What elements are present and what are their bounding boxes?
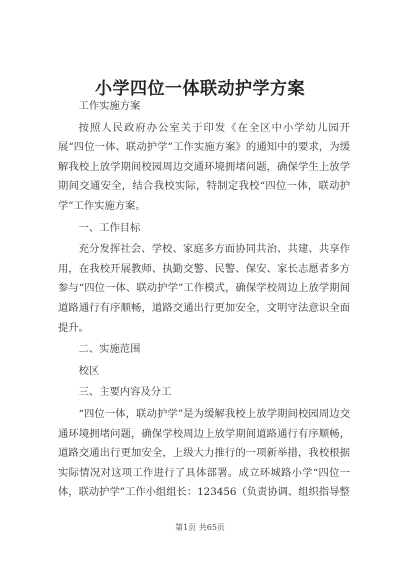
page-indicator: 第1页 共65页 <box>175 523 225 532</box>
paragraph-preamble: 按照人民政府办公室关于印发《在全区中小学幼儿园开展“四位一体、联动护学”工作实施方案》的通知中的要求，为缓解我校上放学期间校园周边交通环境拥堵问题，确保学生上放学期间交通安全，结合我校实际，特制定我校“四位一体，联动护学”工作实施方案。 <box>58 121 350 212</box>
section-heading-content: 三、主要内容及分工 <box>78 386 172 399</box>
paragraph-scope: 校区 <box>78 364 100 377</box>
paragraph-intro-heading: 工作实施方案 <box>78 100 141 112</box>
document-body <box>58 97 350 505</box>
section-heading-goals: 一、工作目标 <box>78 221 141 234</box>
paragraph-content: “四位一体，联动护学”是为缓解我校上放学期间校园周边交通环境拥堵问题，确保学校周边上放学期间道路通行有序顺畅，道路交通出行更加安全，上级大力推行的一项新举措，我校根据实际情况对这项工作进行了具体部署。成立环城路小学“四位一体，联动护学”工作小组组长：123456（负责协调、组织指导整 <box>58 407 350 499</box>
section-heading-scope: 二、实施范围 <box>78 343 141 356</box>
paragraph-goals: 充分发挥社会、学校、家庭多方面协同共治、共建、共享作用，在我校开展教师、执勤交警、民警、保安、家长志愿者多方参与“四位一体、联动护学”工作模式，确保学校周边上放学期间道路通行有序顺畅，道路交通出行更加安全，文明守法意识全面提升。 <box>58 243 350 334</box>
document-title: 小学四位一体联动护学方案 <box>95 79 305 99</box>
